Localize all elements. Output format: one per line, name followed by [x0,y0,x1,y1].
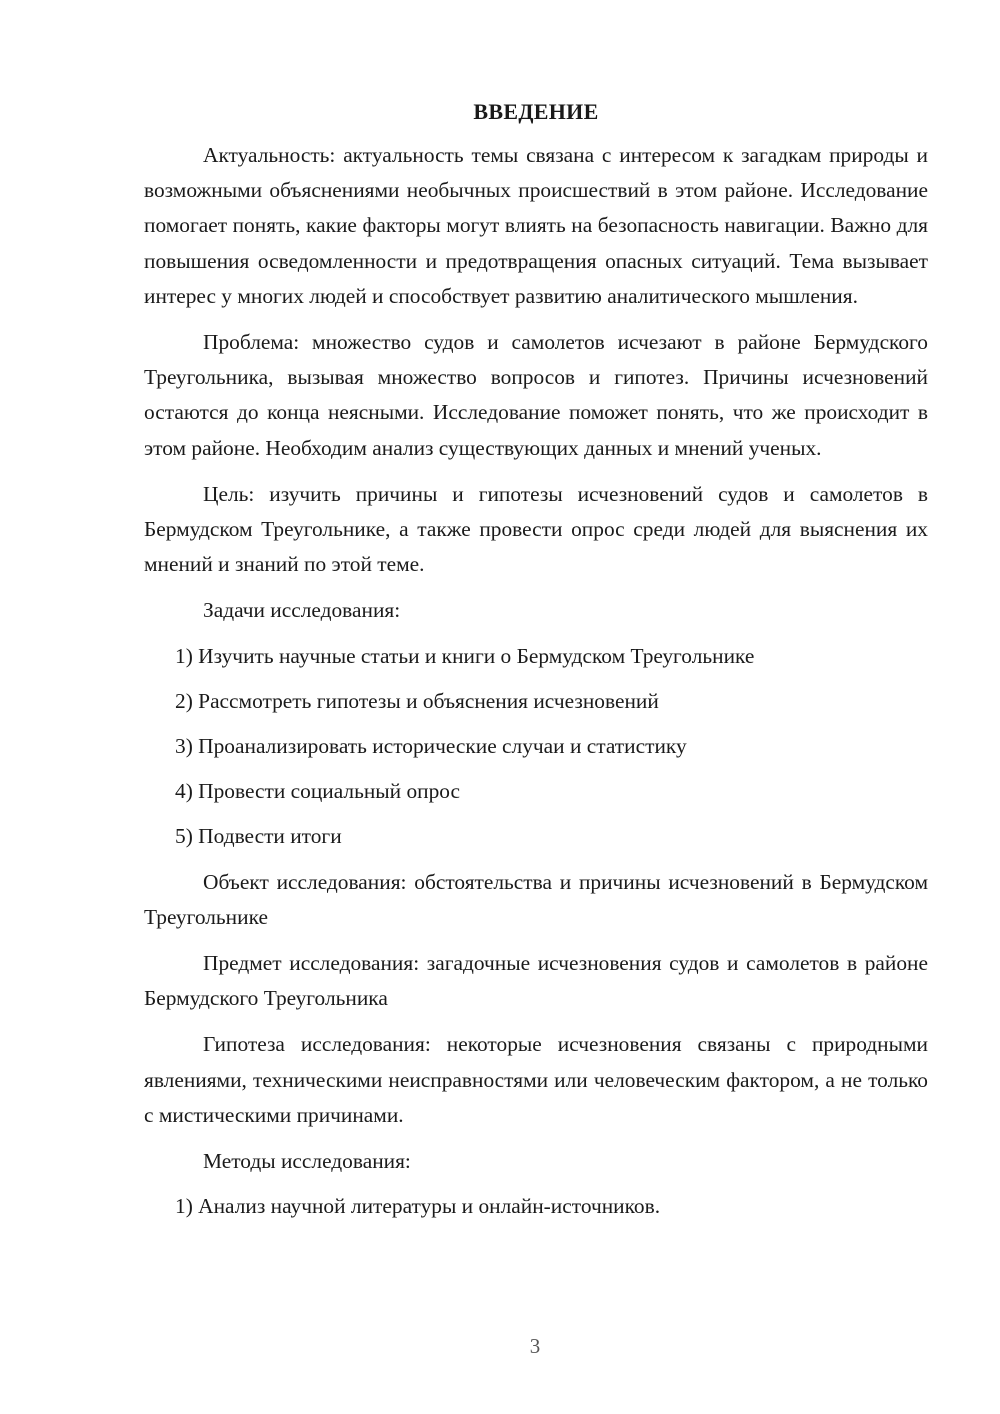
list-item: 2) Рассмотреть гипотезы и объяснения исчезновений [175,688,659,713]
tasks-heading: Задачи исследования: [203,598,401,623]
page-number: 3 [529,1334,541,1358]
hypothesis-paragraph: Гипотеза исследования: некоторые исчезновения связаны с природными явлениями, техническими неисправностями или человеческим фактором, а не только с мистическими причинами. [144,1032,928,1127]
page-content [144,96,928,1234]
tasks-list [144,639,928,855]
subject-paragraph: Предмет исследования: загадочные исчезновения судов и самолетов в районе Бермудского Треугольника [144,951,928,1011]
object-paragraph: Объект исследования: обстоятельства и причины исчезновений в Бермудском Треугольнике [144,869,928,929]
relevance-paragraph: Актуальность: актуальность темы связана с интересом к загадкам природы и возможными объяснениями необычных происшествий в этом районе. Исследование помогает понять, какие факторы могут влиять на безопасность навигации. Важно для повышения осведомленности и предотвращения опасных ситуаций. Тема вызывает интерес у многих людей и способствует развитию аналитического мышления. [144,143,928,308]
list-item: 4) Провести социальный опрос [175,779,461,804]
goal-paragraph: Цель: изучить причины и гипотезы исчезновений судов и самолетов в Бермудском Треугольнике, а также провести опрос среди людей для выяснения их мнений и знаний по этой теме. [144,481,928,577]
methods-heading: Методы исследования: [203,1149,411,1174]
list-item: 5) Подвести итоги [175,824,342,849]
page-title: ВВЕДЕНИЕ [473,99,599,124]
methods-list [144,1189,928,1224]
list-item: 1) Изучить научные статьи и книги о Бермудском Треугольнике [175,643,755,668]
list-item: 1) Анализ научной литературы и онлайн-источников. [175,1194,661,1219]
list-item: 3) Проанализировать исторические случаи и статистику [175,734,687,759]
problem-paragraph: Проблема: множество судов и самолетов исчезают в районе Бермудского Треугольника, вызывая множество вопросов и гипотез. Причины исчезновений остаются до конца неясными. Исследование поможет понять, что же происходит в этом районе. Необходим анализ существующих данных и мнений ученых. [144,330,928,460]
